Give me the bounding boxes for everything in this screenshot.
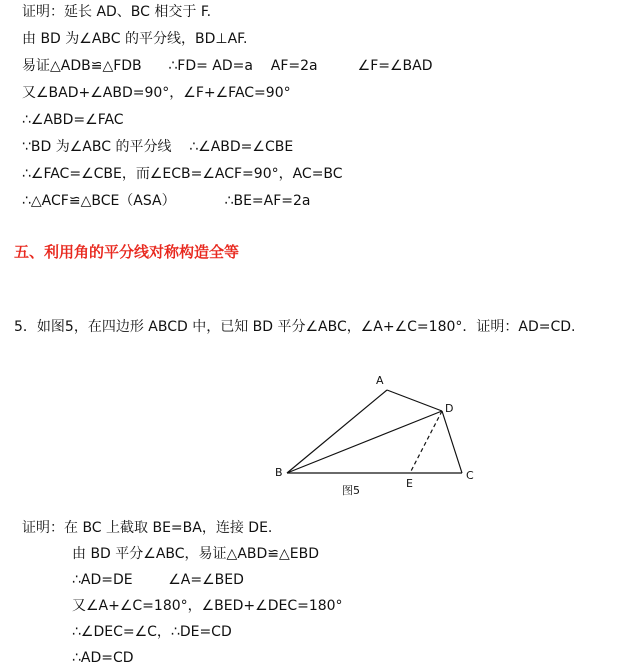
label-D: D bbox=[445, 402, 454, 415]
edge-DC bbox=[442, 411, 462, 473]
proof1-line-7: ∴∠FAC=∠CBE，而∠ECB=∠ACF=90°，AC=BC bbox=[22, 166, 343, 182]
figure-caption: 图5 bbox=[342, 484, 360, 497]
edge-AD bbox=[387, 390, 442, 411]
proof1-line-6: ∵BD 为∠ABC 的平分线 ∴∠ABD=∠CBE bbox=[22, 139, 294, 155]
label-E: E bbox=[406, 477, 413, 490]
dashed-DE bbox=[410, 411, 442, 473]
problem-statement: 5．如图5，在四边形 ABCD 中，已知 BD 平分∠ABC，∠A+∠C=180°．证明：AD=CD. bbox=[14, 319, 576, 335]
proof1-line-5: ∴∠ABD=∠FAC bbox=[22, 112, 124, 128]
proof2-line-6: ∴AD=CD bbox=[72, 650, 134, 666]
label-A: A bbox=[376, 374, 384, 387]
edge-BA bbox=[287, 390, 387, 473]
proof2-line-1: 证明：在 BC 上截取 BE=BA，连接 DE. bbox=[22, 520, 273, 536]
diagonal-BD bbox=[287, 411, 442, 473]
proof2-line-3: ∴AD=DE ∠A=∠BED bbox=[72, 572, 244, 588]
section-heading: 五、利用角的平分线对称构造全等 bbox=[14, 243, 240, 261]
proof1-line-3: 易证△ADB≌△FDB ∴FD= AD=a AF=2a ∠F=∠BAD bbox=[22, 58, 433, 74]
proof1-line-4: 又∠BAD+∠ABD=90°，∠F+∠FAC=90° bbox=[22, 85, 291, 101]
figure-5-diagram bbox=[270, 368, 490, 508]
proof2-line-4: 又∠A+∠C=180°，∠BED+∠DEC=180° bbox=[72, 598, 343, 614]
proof1-line-8: ∴△ACF≌△BCE（ASA） ∴BE=AF=2a bbox=[22, 193, 311, 209]
proof2-line-2: 由 BD 平分∠ABC，易证△ABD≌△EBD bbox=[72, 546, 320, 562]
proof1-line-2: 由 BD 为∠ABC 的平分线，BD⊥AF. bbox=[22, 31, 248, 47]
label-C: C bbox=[466, 469, 474, 482]
proof1-line-1: 证明：延长 AD、BC 相交于 F. bbox=[22, 4, 212, 20]
label-B: B bbox=[275, 466, 283, 479]
proof2-line-5: ∴∠DEC=∠C，∴DE=CD bbox=[72, 624, 232, 640]
